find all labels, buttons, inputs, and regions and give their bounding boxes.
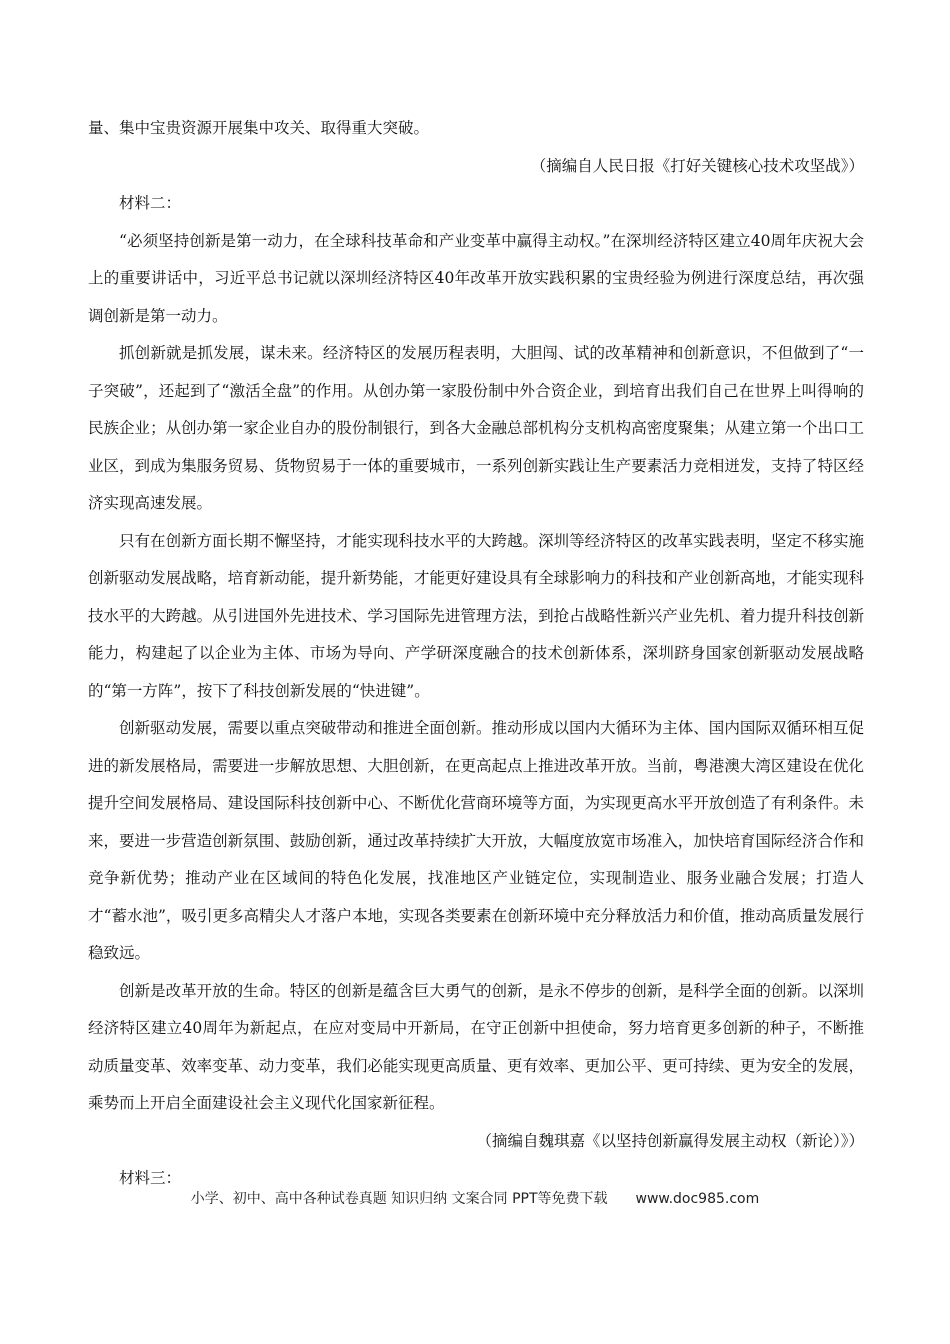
material-2-heading: 材料二： (119, 194, 182, 212)
paragraph: 创新是改革开放的生命。特区的创新是蕴含巨大勇气的创新，是永不停步的创新，是科学全面的创新。以深圳经济特区建立40周年为新起点，在应对变局中开新局，在守正创新中担使命，努力培育更多创新的种子，不断推动质量变革、效率变革、动力变革，我们必能实现更高质量、更有效率、更加公平、更可持续、更为安全的发展，乘势而上开启全面建设社会主义现代化国家新征程。 (88, 981, 864, 1112)
paragraph: 创新驱动发展，需要以重点突破带动和推进全面创新。推动形成以国内大循环为主体、国内国际双循环相互促进的新发展格局，需要进一步解放思想、大胆创新，在更高起点上推进改革开放。当前，粤港澳大湾区建设在优化提升空间发展格局、建设国际科技创新中心、不断优化营商环境等方面，为实现更高水平开放创造了有利条件。未来，要进一步营造创新氛围、鼓励创新，通过改革持续扩大开放，大幅度放宽市场准入，加快培育国际经济合作和竞争新优势；推动产业在区域间的特色化发展，找准地区产业链定位，实现制造业、服务业融合发展；打造人才“蓄水池”，吸引更多高精尖人才落户本地，实现各类要素在创新环境中充分释放活力和价值，推动高质量发展行稳致远。 (88, 719, 864, 962)
material-3-heading: 材料三： (119, 1169, 182, 1187)
footer-text: 小学、初中、高中各种试卷真题 知识归纳 文案合同 PPT等免费下载 (190, 1191, 608, 1207)
paragraph: 只有在创新方面长期不懈坚持，才能实现科技水平的大跨越。深圳等经济特区的改革实践表明，坚定不移实施创新驱动发展战略，培育新动能，提升新势能，才能更好建设具有全球影响力的科技和产业创新高地，才能实现科技水平的大跨越。从引进国外先进技术、学习国际先进管理方法，到抢占战略性新兴产业先机、着力提升科技创新能力，构建起了以企业为主体、市场为导向、产学研深度融合的技术创新体系，深圳跻身国家创新驱动发展战略的“第一方阵”，按下了科技创新发展的“快进键”。 (88, 531, 864, 700)
paragraph: 抓创新就是抓发展，谋未来。经济特区的发展历程表明，大胆闯、试的改革精神和创新意识，不但做到了“一子突破”，还起到了“激活全盘”的作用。从创办第一家股份制中外合资企业，到培育出我们自己在世界上叫得响的民族企业；从创办第一家企业自办的股份制银行，到各大金融总部机构分支机构高密度聚集；从建立第一个出口工业区，到成为集服务贸易、货物贸易于一体的重要城市，一系列创新实践让生产要素活力竞相迸发，支持了特区经济实现高速发展。 (88, 344, 864, 512)
footer-url: www.doc985.com (635, 1191, 760, 1207)
source-citation-1: （摘编自人民日报《打好关键核心技术攻坚战》） (530, 156, 864, 175)
source-citation-2: （摘编自魏琪嘉《以坚持创新赢得发展主动权（新论）》） (476, 1131, 864, 1150)
document-body (88, 110, 864, 1198)
paragraph: “必须坚持创新是第一动力，在全球科技革命和产业变革中赢得主动权。”在深圳经济特区建立40周年庆祝大会上的重要讲话中，习近平总书记就以深圳经济特区40年改革开放实践积累的宝贵经验为例进行深度总结，再次强调创新是第一动力。 (88, 231, 864, 325)
page-footer (0, 1188, 950, 1208)
opening-line: 量、集中宝贵资源开展集中攻关、取得重大突破。 (88, 119, 430, 137)
